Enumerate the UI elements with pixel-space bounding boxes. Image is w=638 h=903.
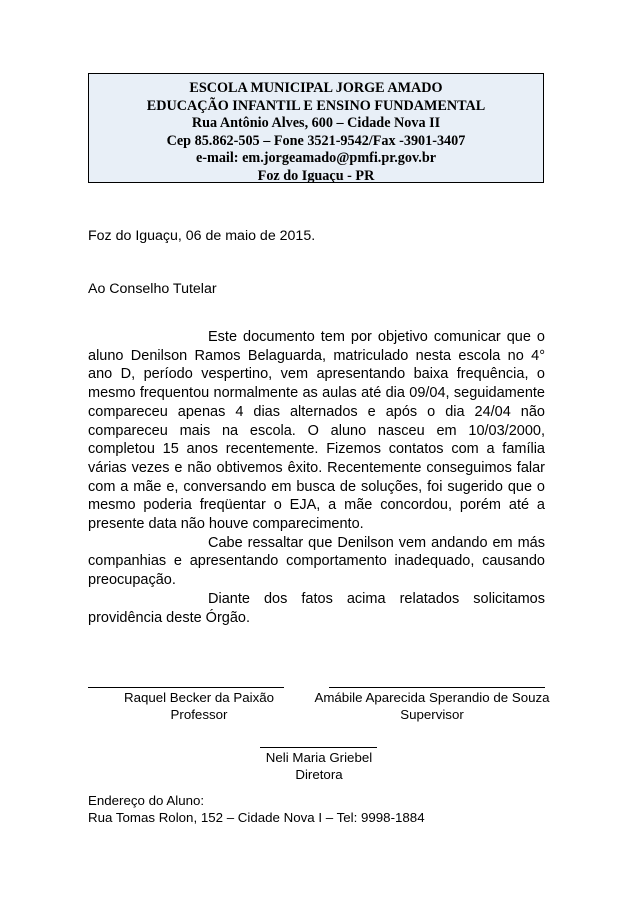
recipient-line: Ao Conselho Tutelar <box>88 281 217 297</box>
body-paragraph-2: Cabe ressaltar que Denilson vem andando em más companhias e apresentando comportamento inadequado, causando preocupação. <box>88 534 545 589</box>
school-type: EDUCAÇÃO INFANTIL E ENSINO FUNDAMENTAL <box>146 97 486 114</box>
date-line: Foz do Iguaçu, 06 de maio de 2015. <box>88 228 316 244</box>
signer-left-name: Raquel Becker da Paixão <box>123 690 275 705</box>
signature-line-center <box>260 747 377 748</box>
signer-center-role: Diretora <box>295 767 343 782</box>
body-paragraph-1: Este documento tem por objetivo comunicar que o aluno Denilson Ramos Belaguarda, matriculado nesta escola no 4° ano D, período vespertino, vem apresentando baixa frequência, o mesmo frequentou normalmente as aulas até dia 09/04, seguidamente compareceu apenas 4 dias alternados e após o dia 24/04 não compareceu mais na escola. O aluno nasceu em 10/03/2000, completou 15 anos recentemente. Fizemos contatos com a família várias vezes e não obtivemos êxito. Recentemente conseguimos falar com a mãe e, conversando em busca de soluções, foi sugerido que o mesmo poderia freqüentar o EJA, a mãe concordou, porém até a presente data não houve comparecimento. <box>88 329 545 533</box>
school-phone: Cep 85.862-505 – Fone 3521-9542/Fax -3901-3407 <box>166 132 466 149</box>
letterhead-box <box>88 73 544 183</box>
school-email: e-mail: em.jorgeamado@pmfi.pr.gov.br <box>195 150 437 167</box>
signer-right-role: Supervisor <box>400 707 464 722</box>
school-name: ESCOLA MUNICIPAL JORGE AMADO <box>189 80 443 96</box>
school-city: Foz do Iguaçu - PR <box>257 167 375 184</box>
student-address-value: Rua Tomas Rolon, 152 – Cidade Nova I – Tel: 9998-1884 <box>88 810 425 825</box>
letter-body <box>88 328 545 627</box>
signer-right-name: Amábile Aparecida Sperandio de Souza <box>314 690 550 705</box>
signature-line-left <box>88 687 284 688</box>
signer-left-role: Professor <box>170 707 228 722</box>
signature-line-right <box>329 687 545 688</box>
body-paragraph-3: Diante dos fatos acima relatados solicitamos providência deste Órgão. <box>88 590 545 626</box>
school-street: Rua Antônio Alves, 600 – Cidade Nova II <box>191 115 441 132</box>
signer-center-name: Neli Maria Griebel <box>265 750 373 765</box>
student-address-label: Endereço do Aluno: <box>88 793 205 808</box>
